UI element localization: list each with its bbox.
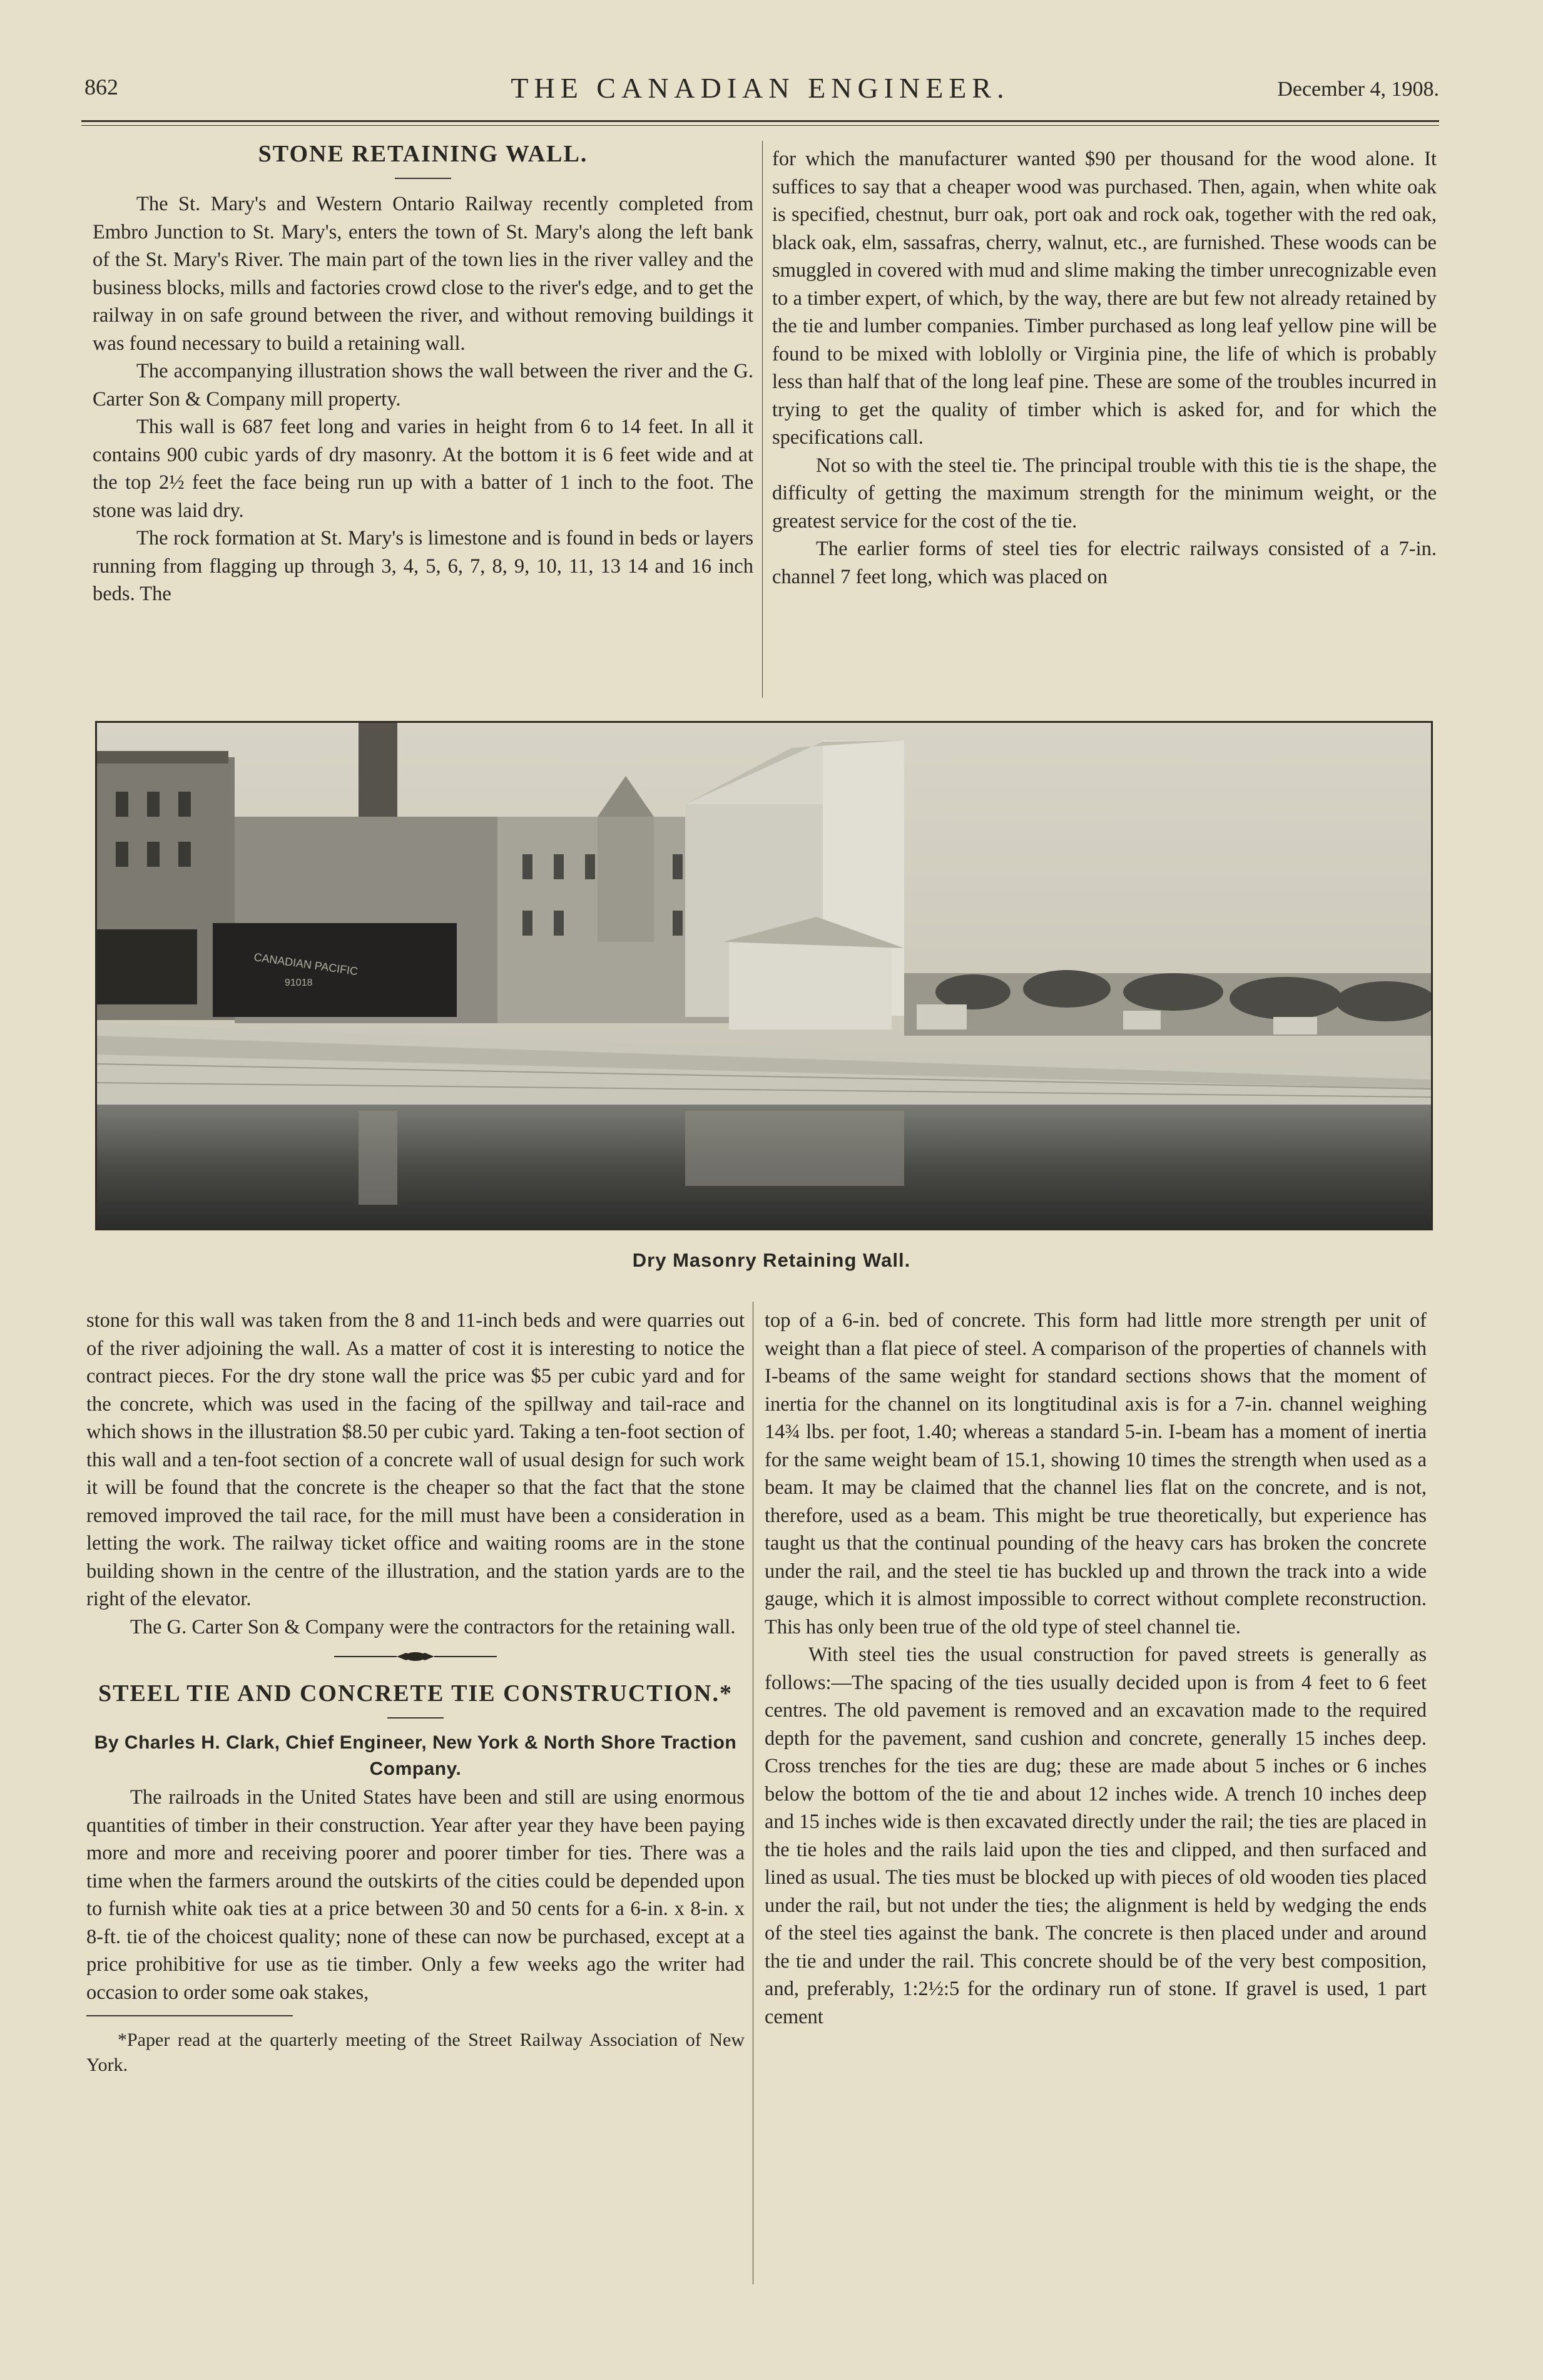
title-divider <box>387 1717 444 1719</box>
footnote: *Paper read at the quarterly meeting of the Street Railway Association of New York. <box>86 2030 745 2075</box>
footnote-rule <box>86 2015 293 2016</box>
issue-date: December 4, 1908. <box>1277 78 1439 101</box>
railcar-lettering: CANADIAN PACIFIC <box>253 951 359 978</box>
article-steel-tie-continued-bottom <box>765 1307 1427 2031</box>
paragraph: Not so with the steel tie. The principal trouble with this tie is the shape, the difficulty of getting the maximum strength for the minimum weight, or the greatest service for the cost of the tie. <box>772 454 1437 533</box>
paragraph: The earlier forms of steel ties for electric railways consisted of a 7-in. channel 7 feet long, which was placed on <box>772 538 1437 588</box>
retaining-wall-photograph <box>95 721 1433 1230</box>
paragraph: The accompanying illustration shows the wall between the river and the G. Carter Son & Company mill property. <box>93 360 753 411</box>
photo-illustration <box>97 723 1431 1228</box>
page-number: 862 <box>84 74 118 100</box>
header-rule-thin <box>81 125 1439 126</box>
header-rule-thick <box>81 120 1439 122</box>
article-steel-tie-continued-top <box>772 145 1437 591</box>
paragraph: top of a 6-in. bed of concrete. This form had little more strength per unit of weight than a flat piece of steel. A comparison of the properties of channels with I-beams of the same weight for standard sections shows that the moment of inertia for the channel on its longtitudinal axis is for a 7-in. channel weighing 14¾ lbs. per foot, 1.40; whereas a standard 5-in. I-beam has a moment of inertia for the same weight beam of 15.1, showing 10 times the strength when used as a beam. It may be claimed that the channel lies flat on the concrete, and is not, therefore, used as a beam. This might be true theoretically, but experience has taught us that the continual pounding of the heavy cars has broken the concrete under the rail, and the steel tie has buckled up and thrown the track into a wide gauge, which it is almost impossible to correct without complete reconstruction. This has only been true of the old type of steel channel tie. <box>765 1309 1427 1638</box>
running-header <box>81 74 1439 111</box>
article-lower-left <box>86 1307 745 2078</box>
railcar-number: 91018 <box>285 978 313 988</box>
paragraph: This wall is 687 feet long and varies in height from 6 to 14 feet. In all it contains 900 cubic yards of dry masonry. At the bottom it is 6 feet wide and at the top 2½ feet the face being run up with a batter of 1 inch to the foot. The stone was laid dry. <box>93 416 753 522</box>
paragraph: The St. Mary's and Western Ontario Railway recently completed from Embro Junction to St. Mary's, enters the town of St. Mary's along the left bank of the St. Mary's River. The main part of the town lies in the river valley and the business blocks, mills and factories crowd close to the river's edge, and to get the railway in on safe ground between the river, and without removing buildings it was found necessary to build a retaining wall. <box>93 193 753 355</box>
paragraph: The railroads in the United States have been and still are using enormous quantities of timber in their construction. Year after year they have been paying more and more and receiving poorer and poorer timber for ties. There was a time when the farmers around the outskirts of the cities could be depended upon to furnish white oak ties at a price between 30 and 50 cents for a 6-in. x 8-in. x 8-ft. tie of the choicest quality; none of these can now be purchased, except at a price prohibitive for use as tie timber. Only a few weeks ago the writer had occasion to order some oak stakes, <box>86 1786 745 2004</box>
article-stone-wall-top <box>93 139 753 608</box>
journal-title: THE CANADIAN ENGINEER. <box>511 72 1010 104</box>
ornament-divider-icon <box>334 1647 497 1666</box>
paragraph: stone for this wall was taken from the 8 and 11-inch beds and were quarries out of the river adjoining the wall. As a matter of cost it is interesting to notice the contract pieces. For the dry stone wall the price was $5 per cubic yard and for the concrete, which was used in the facing of the spillway and tail-race and which shows in the illustration $8.50 per cubic yard. Taking a ten-foot section of this wall and a ten-foot section of a concrete wall of usual design for such work it will be found that the concrete is the cheaper so that the fact that the stone removed improved the tail race, for the mill must have been a consideration in letting the work. The railway ticket office and waiting rooms are in the stone building shown in the centre of the illustration, and the station yards are to the right of the elevator. <box>86 1309 745 1610</box>
paragraph: The G. Carter Son & Company were the contractors for the retaining wall. <box>130 1615 736 1638</box>
article-title-stone-retaining-wall: STONE RETAINING WALL. <box>258 141 588 167</box>
paragraph: With steel ties the usual construction for paved streets is generally as follows:—The spacing of the ties usually decided upon is from 4 feet to 6 feet centres. The old pavement is removed and an excavation made to the required depth for the pavement, sand cushion and concrete, generally 15 inches deep. Cross trenches for the ties are dug; these are made about 5 inches or 6 inches below the bottom of the tie and about 12 inches wide. A trench 10 inches deep and 15 inches wide is then excavated directly under the rail; the ties are placed in the tie holes and the rails laid upon the ties and clipped, and then surfaced and lined as usual. The ties must be blocked up with pieces of old wooden ties placed under the rail, but not under the ties; the alignment is held by wedging the ends of the steel ties against the bank. The concrete is then placed under and around the tie and under the rail. This concrete should be of the very best composition, and, preferably, 1:2½:5 for the ordinary run of stone. If gravel is used, 1 part cement <box>765 1643 1427 2028</box>
column-divider <box>762 141 763 698</box>
section-ornament <box>86 1646 745 1671</box>
paragraph: The rock formation at St. Mary's is limestone and is found in beds or layers running from flagging up through 3, 4, 5, 6, 7, 8, 9, 10, 11, 13 14 and 16 inch beds. The <box>93 527 753 605</box>
author-byline: By Charles H. Clark, Chief Engineer, New York & North Shore Traction Company. <box>94 1732 737 1779</box>
article-title-steel-tie: STEEL TIE AND CONCRETE TIE CONSTRUCTION.* <box>98 1680 733 1707</box>
paragraph: for which the manufacturer wanted $90 per thousand for the wood alone. It suffices to say that a cheaper wood was purchased. Then, again, when white oak is specified, chestnut, burr oak, port oak and rock oak, together with the red oak, black oak, elm, sassafras, cherry, walnut, etc., are furnished. These woods can be smuggled in covered with mud and slime making the timber unrecognizable even to a timber expert, of which, by the way, there are but few not already retained by the tie and lumber companies. Timber purchased as long leaf yellow pine will be found to be mixed with loblolly or Virginia pine, the life of which is probably less than half that of the long leaf pine. These are some of the troubles incurred in trying to get the quality of timber which is asked for, and for which the specifications call. <box>772 148 1437 449</box>
photo-caption: Dry Masonry Retaining Wall. <box>632 1249 911 1271</box>
title-divider <box>395 178 451 179</box>
